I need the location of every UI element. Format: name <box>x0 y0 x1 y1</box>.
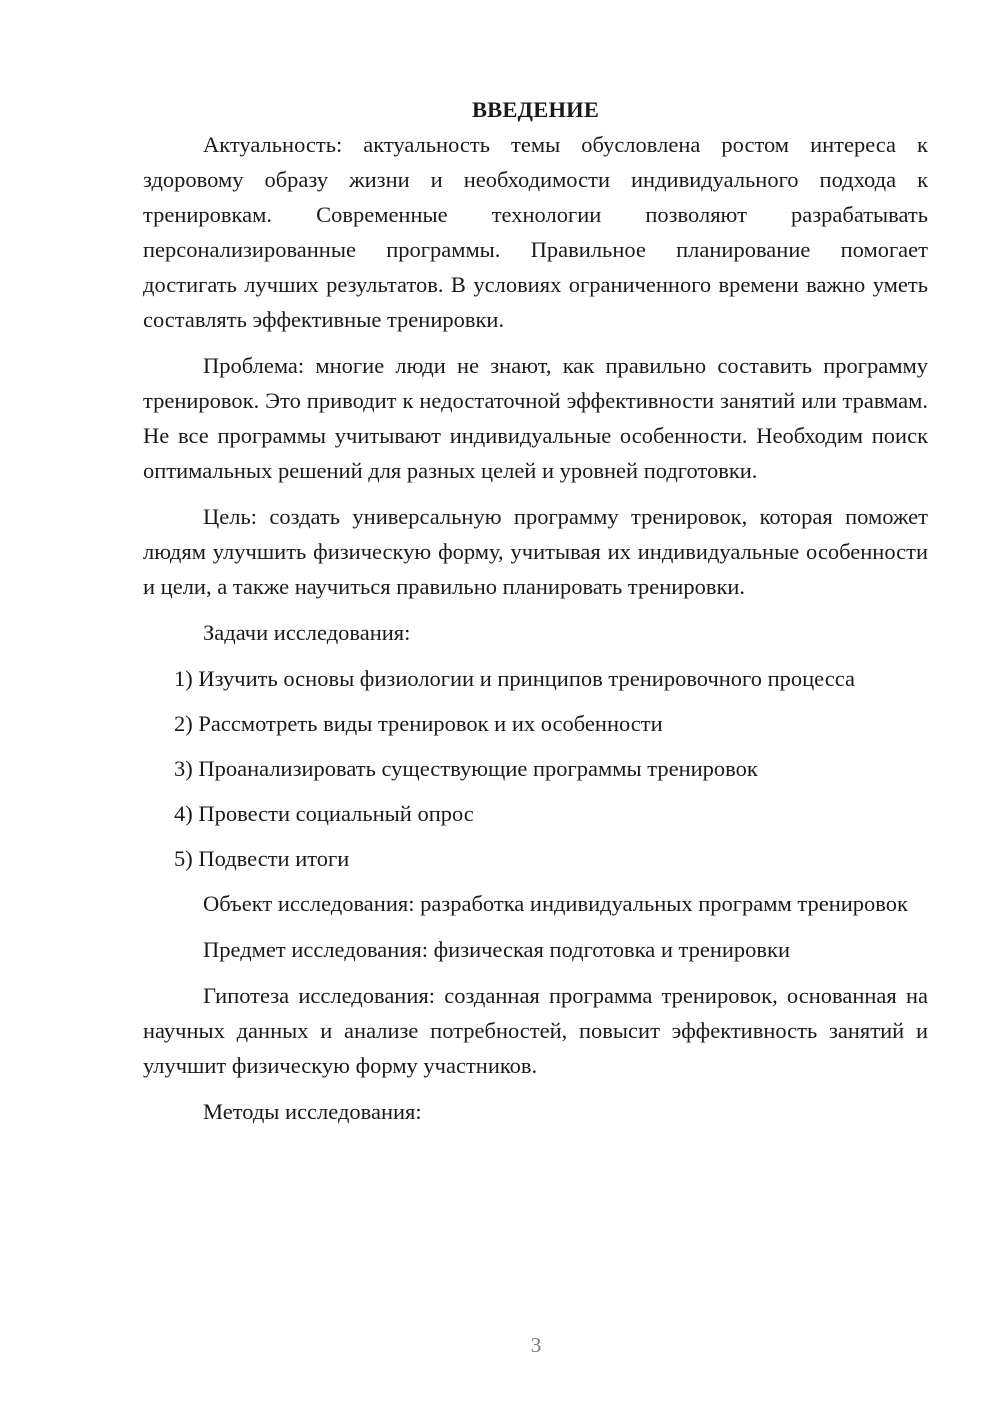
relevance-paragraph: Актуальность: актуальность темы обусловлена ростом интереса к здоровому образу жизни и необходимости индивидуального подхода к тренировкам. Современные технологии позволяют разрабатывать персонализированные программы. Правильное планирование помогает достигать лучших результатов. В условиях ограниченного времени важно уметь составлять эффективные тренировки. <box>143 132 928 332</box>
object-paragraph: Объект исследования: разработка индивидуальных программ тренировок <box>203 891 908 916</box>
methods-paragraph: Методы исследования: <box>203 1099 422 1124</box>
task-item: 1) Изучить основы физиологии и принципов тренировочного процесса <box>174 666 855 691</box>
task-item: 4) Провести социальный опрос <box>174 801 474 826</box>
hypothesis-paragraph: Гипотеза исследования: созданная программа тренировок, основанная на научных данных и анализе потребностей, повысит эффективность занятий и улучшит физическую форму участников. <box>143 983 928 1078</box>
task-item: 5) Подвести итоги <box>174 846 350 871</box>
task-item: 2) Рассмотреть виды тренировок и их особенности <box>174 711 663 736</box>
goal-paragraph: Цель: создать универсальную программу тренировок, которая поможет людям улучшить физическую форму, учитывая их индивидуальные особенности и цели, а также научиться правильно планировать тренировки. <box>143 504 928 599</box>
page-title: ВВЕДЕНИЕ <box>471 97 600 122</box>
task-item: 3) Проанализировать существующие программы тренировок <box>174 756 758 781</box>
problem-paragraph: Проблема: многие люди не знают, как правильно составить программу тренировок. Это приводит к недостаточной эффективности занятий или травмам. Не все программы учитывают индивидуальные особенности. Необходим поиск оптимальных решений для разных целей и уровней подготовки. <box>143 353 928 483</box>
document-page <box>143 92 928 1140</box>
tasks-heading: Задачи исследования: <box>203 620 411 645</box>
page-number: 3 <box>530 1333 542 1357</box>
subject-paragraph: Предмет исследования: физическая подготовка и тренировки <box>203 937 791 962</box>
